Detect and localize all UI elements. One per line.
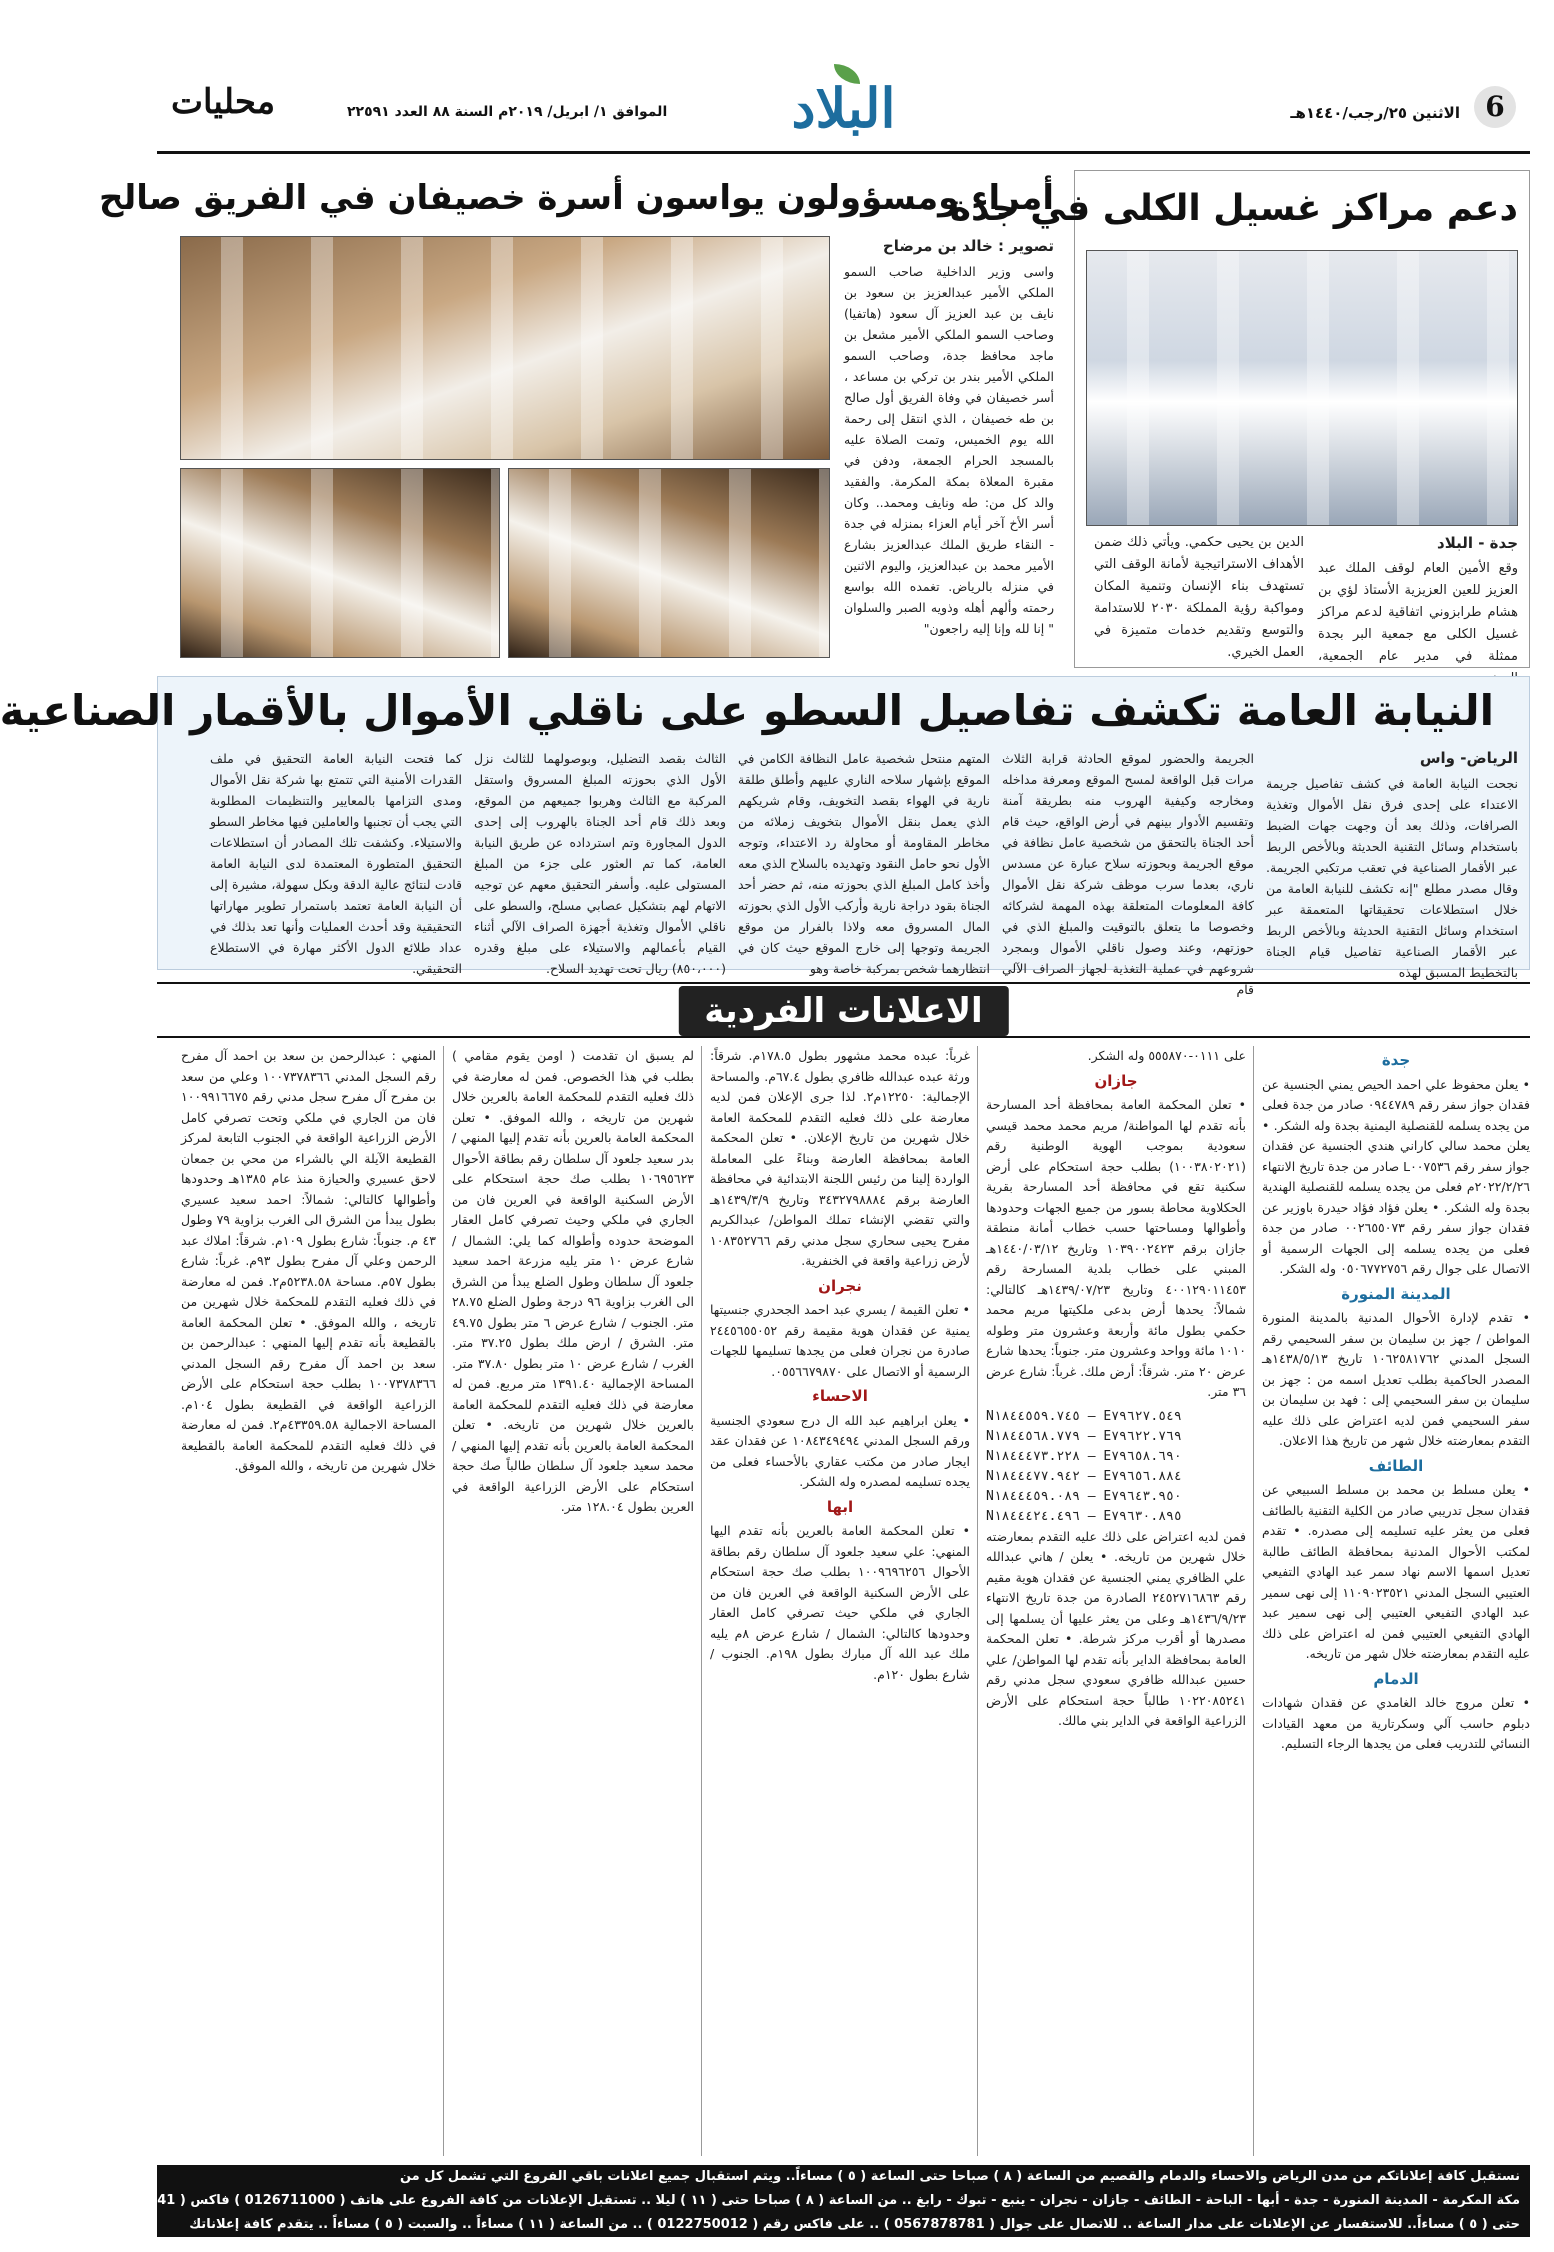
footer-line: حتى ( ٥ ) مساءاً.. للاستفسار عن الإعلانات على مدار الساعة .. للاتصال على جوال ( 0567878781 ) .. على فاكس رقم ( 0122750012 ) .. من الساعة ( ١١ ) مساءاً .. والسبت ( ٥ ) مساءاً .. يتقدم كافة إعلاناتك [189,2217,1520,2232]
story1-dateline: جدة - البلاد [1437,534,1518,552]
classifieds-col5 [181,1046,436,2156]
classifieds-col4 [452,1046,694,2156]
story3-headline: النيابة العامة تكشف تفاصيل السطو على ناقلي الأموال بالأقمار الصناعية [0,686,1494,735]
footer-line: نستقبل كافة إعلاناتكم من مدن الرياض والاحساء والدمام والقصيم من الساعة ( ٨ ) صباحا حتى الساعة ( ٥ ) مساءاً.. ويتم استقبال جميع اعلانات باقي الفروع التي تشمل كل من [399,2169,1520,2184]
column-divider [977,1046,978,2156]
story3-col5: كما فتحت النيابة العامة التحقيق في ملف القدرات الأمنية التي تتمتع بها شركة نقل الأموال ومدى التزامها بالمعايير والتنظيمات المطلوبة التي يجب أن تجنبها والعاملين فيها مخاطر السطو والاستيلاء. وكشفت تلك المصادر أن استطلاعات التحقيق المتطورة المعتمدة لدى النيابة العامة قادت لنتائج عالية الدقة وبكل سهولة، مشيرة إلى أن النيابة العامة تعتمد باستمرار تطوير مهاراتها التحقيقية وقد أحدث العمليات وأنها تعد بذلك في عداد طلائع الدول الأكثر مهارة في الاستطلاع التحقيقي. [210,751,462,976]
column-divider [1253,1046,1254,2156]
ad-text: • يعلن مسلط بن محمد بن مسلط السبيعي عن فقدان سجل تدريبي صادر من الكلية التقنية بالطائف فعلى من يعثر عليه تسليمه إلى مصدره. • تقدم لمكتب الأحوال المدنية بمحافظة الطائف طالبة تعديل اسمها الاسم نهاد سمر عبد الهادي التفيعي العتيبي السجل المدني ١١٠٩٠٢٣٥٢١ إلى نهى سمير عبد الهادي التفيعي العتيبي إلى نهى سمير عبد الهادي التفيعي العتيبي فمن له اعتراض على ذلك عليه التقدم بمعارضته خلال شهر من تاريخه. [1262,1482,1531,1661]
classifieds-col2 [986,1046,1246,2156]
ad-text: المنهي : عبدالرحمن بن سعد بن احمد آل مفرح رقم السجل المدني ١٠٠٧٣٧٨٣٦٦ وعلي من سعد بن مفرح آل مفرح سجل مدني رقم ١٠٠٩٩١٦٦٧٥ فان من الجاري في ملكي وتحت تصرفي كامل الأرض الزراعية الواقعة في الجنوب التابعة لمركز القطيعة الآيلة الي بالشراء من محي بن جمعان لاحق عسيري والحيازة منذ عام ١٣٨٥هـ وحدودها وأطوالها كالتالي: شمالاً: احمد سعيد عسيري بطول يبدأ من الشرق الى الغرب بزاوية ٧٩ وطول ٤٣ م. جنوباً: شارع بطول ١٠٩م. شرقاً: املاك عبد الرحمن وعلي آل مفرح بطول ٩٣م. غرباً: شارع بطول ٥٧م. مساحة ٥٢٣٨.٥٨م٢. فمن له معارضة في ذلك فعليه التقدم للمحكمة خلال شهرين من تاريخه ، والله الموفق. • تعلن المحكمة العامة بالقطيعة بأنه تقدم إليها المنهي : عبدالرحمن بن سعد بن احمد آل مفرح رقم السجل المدني ١٠٠٧٣٧٨٣٦٦ بطلب حجة استحكام على الأرض الزراعية الواقعة في القطيعة بطول ١٠٤م. المساحة الاجمالية ٤٣٣٥٩.٥٨م٢. فمن له معارضة في ذلك فعليه التقدم للمحكمة العامة بالقطيعة خلال شهرين من تاريخه ، والله الموفق. [181,1048,437,1473]
masthead [157,62,1530,154]
ad-text: • تعلن المحكمة العامة بالعرين بأنه تقدم اليها المنهي: علي سعيد جلعود آل سلطان رقم بطاقة الأحوال ١٠٠٩٦٩٦٢٥٦ بطلب صك حجة استحكام على الأرض السكنية الواقعة في العرين فان من الجاري في ملكي حيث تصرفي كامل العقار وحدودها كالتالي: الشمال / شارع عرض ٨م يليه ملك عبد الله آل مبارك بطول ١٩٨م. الجنوب / شارع بطول ١٢٠م. [710,1523,970,1682]
region-heading: الاحساء [812,1387,868,1405]
coordinate-row: N١٨٤٤٤٢٤.٤٩٦ – E٧٩٦٣٠.٨٩٥ [986,1508,1182,1524]
coordinate-row: N١٨٤٤٤٧٣.٢٢٨ – E٧٩٦٥٨.٦٩٠ [986,1448,1182,1464]
classifieds-col1 [1262,1046,1530,2156]
ad-text: • يعلن محفوظ علي احمد الحيص يمني الجنسية عن فقدان جواز سفر رقم ٠٩٤٤٧٨٩ صادر من جدة فعلى من يجده يسلمه للقنصلية اليمنية بجدة وله الشكر. • يعلن محمد سالي كاراني هندي الجنسية عن فقدان جواز سفر رقم L٠٠٧٥٣٦ صادر من جدة تاريخ الانتهاء ٢٠٢٢/٢/٢٦م فعلى من يجده يسلمه للقنصلية الهندية بجدة وله الشكر. • يعلن فؤاد فؤاد حيدرة باوزير عن فقدان جواز سفر رقم ٠٠٢٦٥٥٠٧٣ صادر من جدة فعلى من يجده يسلمه إلى الجهات الرسمية أو الاتصال على جوال رقم ٠٥٠٦٧٧٢٧٥٦ وله الشكر. [1261,1076,1530,1276]
story3-col3: المتهم منتحل شخصية عامل النظافة الكامن في الموقع بإشهار سلاحه الناري عليهم وأطلق طلقة نارية في الهواء بقصد التخويف، وقام شريكهم الذي يعمل بنقل الأموال بتخويف زملائه من مخاطر المقاومة أو محاولة رد الاعتداء، وتوجه الأول نحو حامل النقود وتهديده بالسلاح الذي معه وأخذ كامل المبلغ الذي بحوزته منه، ثم حضر أحد الجناة بقود دراجة نارية وأركب الأول الذي بحوزته المال المسروق معه ولاذا بالفرار من موقع الجريمة وتوجها إلى خارج الموقع حيث كان في انتظارهما شخص بمركبة خاصة وهو [738,751,990,976]
story1-col-right [1318,532,1518,694]
story1-photo [1086,250,1518,526]
story2-headline: أمراء ومسؤولون يواسون أسرة خصيفان في الفريق صالح [98,178,1054,218]
coordinate-row: N١٨٤٤٤٥٩.٠٨٩ – E٧٩٦٤٣.٩٥٠ [986,1488,1182,1504]
story2-text: واسى وزير الداخلية صاحب السمو الملكي الأمير عبدالعزيز بن سعود بن نايف بن عبد العزيز آل سعود (هاتفيا) وصاحب السمو الملكي الأمير مشعل بن ماجد محافظ جدة، وصاحب السمو الملكي الأمير بندر بن تركي بن مساعد ، أسر خصيفان في وفاة الفريق أول صالح بن طه خصيفان ، الذي انتقل إلى رحمة الله يوم الخميس، وتمت الصلاة عليه بالمسجد الحرام الجمعة، ودفن في مقبرة المعلاة بمكة المكرمة. والفقيد والد كل من: طه ونايف ومحمد.. وكان أسر الأخ آخر أيام العزاء بمنزله في جدة - النقاء طريق الملك عبدالعزيز بشارع الأمير محمد بن عبدالعزيز، واليوم الاثنين في منزله بالرياض. تغمده الله بواسع رحمته وألهم أهله وذويه الصبر والسلوان " إنا لله وإنا إليه راجعون" [844,264,1054,636]
classifieds-banner [157,982,1530,1038]
ad-text: لم يسبق ان تقدمت ( اومن يقوم مقامي ) بطلب في هذا الخصوص. فمن له معارضة في ذلك فعليه التقدم للمحكمة العامة بالعرين خلال شهرين من تاريخه ، والله الموفق. • تعلن المحكمة العامة بالعرين بأنه تقدم إليها المنهي / بدر سعيد جلعود آل سلطان رقم بطاقة الأحوال ١٠٦٩٥٦٢٣ بطلب صك حجة استحكام على الأرض السكنية الواقعة في العرين فان من الجاري في ملكي وحيث تصرفي كامل العقار الموضحة حدوده وأطواله كما يلي: الشمال / شارع عرض ١٠ متر يليه مزرعة احمد سعيد جلعود آل سلطان وطول الضلع يبدأ من الشرق الى الغرب بزاوية ٩٦ درجة وطول الضلع ٢٨.٧٥ متر. الجنوب / شارع عرض ٦ متر بطول ٤٩.٧٥ متر. الشرق / ارض ملك بطول ٣٧.٢٥ متر. الغرب / شارع عرض ١٠ متر بطول ٣٧.٨٠ متر. المساحة الإجمالية ١٣٩١.٤٠ متر مربع. فمن له معارضة في ذلك فعليه التقدم للمحكمة العامة بالعرين خلال شهرين من تاريخه. • تعلن المحكمة العامة بالعرين بأنه تقدم إليها المنهي / محمد سعيد جلعود آل سلطان طالباً صك حجة استحكام على الأرض الزراعية الواقعة في العرين بطول ١٢٨.٠٤ متر. [452,1048,695,1514]
story2-text-col [844,236,1054,643]
ad-text: على ٠١١١-٥٥٥٨٧٠ وله الشكر. [1087,1048,1246,1063]
ad-text: • تعلن المحكمة العامة بمحافظة أحد المسارحة بأنه تقدم لها المواطنة/ مريم محمد محمد قيسي سعودية بموجب الهوية الوطنية رقم (١٠٠٣٨٠٢٠٢١) بطلب حجة استحكام على أرض سكنية تقع في محافظة أحد المسارحة بقرية الحكلاوية محاطة بسور من جميع الجهات وحدودها وأطوالها ومساحتها حسب خطاب أمانة منطقة جازان برقم ١٠٣٩٠٠٢٤٢٣ وتاريخ ١٤٤٠/٠٣/١٢هـ المبني على خطاب بلدية المسارحة رقم ٤٠٠١٢٩٠١١٤٥٣ وتاريخ ١٤٣٩/٠٧/٢٣هـ كالتالي: شمالاً: يحدها أرض بدعى ملكيتها مريم محمد حكمي بطول مائة وأربعة وعشرون متر وطوله ١٠١٠ مائة وواحد وعشرون متر. جنوباً: يحدها شارع عرض ٢٠ متر. شرقاً: أرض ملك. غرباً: شارع عرض ٣٦ متر. [986,1097,1246,1399]
story1-text-right: وقع الأمين العام لوقف الملك عبد العزيز للعين العزيزية الأستاذ لؤي بن هشام طرابزوني اتفاقية لدعم مراكز غسيل الكلى مع جمعية البر بجدة ممثلة في مدير عام الجمعية، [1318,561,1518,664]
coordinate-row: N١٨٤٤٥٥٩.٧٤٥ – E٧٩٦٢٧.٥٤٩ [986,1408,1182,1424]
coordinates-list [986,1407,1246,1527]
footer-ad-info [74,2165,1530,2237]
story3-col4: الثالث بقصد التضليل، وبوصولهما للثالث نزل الأول الذي بحوزته المبلغ المسروق واستقل المركبة مع الثالث وهربوا جميعهم من الموقع، وبعد ذلك قام أحد الجناة بالهروب إلى إحدى الدول المجاورة وتم استرداده عن طريق النيابة العامة، كما تم العثور على جزء من المبلغ المستولى عليه. وأسفر التحقيق معهم عن توجيه الاتهام لهم بتشكيل عصابي مسلح، والسطو على ناقلي الأموال وتغذية أجهزة الصراف الآلي أثناء القيام بأعمالهم والاستيلاء على مبلغ وقدره (٨٥٠،٠٠٠) ريال تحت تهديد السلاح. [474,751,726,976]
story1-text-left: الدين بن يحيى حكمي. ويأتي ذلك ضمن الأهداف الاستراتيجية لأمانة الوقف التي تستهدف بناء الإنسان وتنمية المكان ومواكبة رؤية المملكة ٢٠٣٠ للاستدامة والتوسع وتقديم خدمات متميزة في العمل الخيري. [1094,535,1304,660]
coordinate-row: N١٨٤٤٤٧٧.٩٤٢ – E٧٩٦٥٦.٨٨٤ [986,1468,1182,1484]
ad-text: • يعلن ابراهيم عبد الله ال درج سعودي الجنسية ورقم السجل المدني ١٠٨٤٣٤٩٤٩٤ عن فقدان عقد ايجار صادر من مكتب عقاري بالأحساء فعلى من يجده تسليمه لمصدره وله الشكر. [710,1412,970,1489]
story2-photo-3 [180,468,500,658]
story1-headline: دعم مراكز غسيل الكلى في جدة [949,188,1518,229]
newspaper-logo: البلاد [791,76,896,140]
column-divider [701,1046,702,2156]
footer-line: مكة المكرمة - المدينة المنورة - جدة - أبها - الباحة - الطائف - جازان - نجران - ينبع - تبوك - رابغ .. من الساعة ( ٨ ) صباحا حتى ( ١١ ) ليلا .. تستقبل الإعلانات من كافة الفروع على هاتف ( 0126711000 ) فاكس ( 0126716241 ) [74,2193,1520,2208]
coordinate-row: N١٨٤٤٥٦٨.٧٧٩ – E٧٩٦٢٢.٧٦٩ [986,1428,1182,1444]
story2-photo-2 [508,468,830,658]
section-title: محليات [171,82,276,122]
region-heading: نجران [818,1276,862,1295]
story3-col1-text: نجحت النيابة العامة في كشف تفاصيل جريمة الاعتداء على إحدى فرق نقل الأموال وتغذية الصرافات، وذلك بعد أن وجهت جهات الضبط باستخدام وسائل التقنية الحديثة وبالأخص الربط عبر الأقمار الصناعية في تعقب مرتكبي الجريمة. وقال مصدر مطلع "إنه تكشف للنيابة العامة من خلال استطلاعات تحقيقاتها المتعمقة عبر استخدام وسائل التقنية الحديثة وبالأخص الربط عبر الأقمار الصناعية تفاصيل قيام الجناة بالتخطيط المسبق لهذه [1266,776,1518,980]
classifieds-title: الاعلانات الفردية [678,986,1008,1036]
region-heading: جازان [1094,1071,1138,1090]
story3-col1 [1266,748,1518,987]
story3-dateline: الرياض- واس [1419,749,1518,767]
story3-col2: الجريمة والحضور لموقع الحادثة قرابة الثلاث مرات قبل الواقعة لمسح الموقع ومعرفة مداخله ومخارجه وكيفية الهروب منه بطريقة آمنة وتقسيم الأدوار بينهم في أرض الواقع، حيث قام أحد الجناة بالتحقق من شخصية عامل نظافة في موقع الجريمة وبحوزته سلاح عبارة عن مسدس ناري، بعدما سرب موظف شركة نقل الأموال كافة المعلومات المتعلقة بهذه المهمة لشركائه وخصوصا ما يتعلق بالتوقيت والمبلغ الذي في حوزتهم، وعند وصول ناقلي الأموال وبمجرد شروعهم في عملية التغذية لجهاز الصراف الآلي قام [1002,751,1254,997]
page-number: 6 [1474,86,1516,128]
column-divider [443,1046,444,2156]
story1-col-left [1094,532,1304,668]
ad-text: • تعلن مروج خالد الغامدي عن فقدان شهادات دبلوم حاسب آلي وسكرتارية من معهد القيادات النسائي للتدريب فعلى من يجدها الرجاء التسليم. [1262,1695,1530,1751]
story2-byline: تصوير : خالد بن مرضاح [882,237,1054,255]
region-heading: ابها [826,1497,854,1516]
region-heading: جدة [1381,1051,1411,1069]
classifieds-col3 [710,1046,970,2156]
ad-text: • تعلن القيمة / يسري عبد احمد الجحدري جنسيتها يمنية عن فقدان هوية مقيمة رقم ٢٤٤٥٦٥٥٠٥٢ صادرة من نجران فعلى من يجدها تسليمها للجهات الرسمية أو الاتصال على ٠٥٥٦٦٧٩٨٧٠. [710,1302,970,1379]
region-heading: الطائف [1368,1456,1424,1475]
ad-text: فمن لديه اعتراض على ذلك عليه التقدم بمعارضته خلال شهرين من تاريخه. • يعلن / هاني عبدالله علي الظافري يمني الجنسية عن فقدان هوية مقيم رقم ٢٤٥٢٧١٦٨٦٣ الصادرة من جدة تاريخ الانتهاء ١٤٣٦/٩/٢٣هـ وعلى من يعثر عليها أن يسلمها إلى مصدرها أو أقرب مركز شرطة. • تعلن المحكمة العامة بمحافظة الداير بأنه تقدم لها المواطن/ علي حسين عبدالله ظافري سعودي سجل مدني رقم ١٠٢٢٠٨٥٢٤١ طالباً حجة استحكام على الأرض الزراعية الواقعة في الداير بني مالك. [986,1528,1247,1728]
ad-text: • تقدم لإدارة الأحوال المدنية بالمدينة المنورة المواطن / جهز بن سليمان بن سفر السحيمي رقم السجل المدني ١٠٦٢٥٨١٧٦٢ تاريخ ١٤٣٨/٥/١٣هـ المصدر الحاكمية بطلب تعديل اسمه من : جهز بن سليمان بن سفر السحيمي إلى : فهد بن سليمان بن سفر السحيمي فمن لديه اعتراض على ذلك عليه التقدم بمعارضته خلال شهر من تاريخ هذا الاعلان. [1262,1310,1530,1448]
region-heading: المدينة المنورة [1341,1284,1451,1303]
issue-info: الموافق ١/ ابريل/ ٢٠١٩م السنة ٨٨ العدد ٢٢٥٩١ [347,104,668,120]
ad-text: غرباً: عبده محمد مشهور بطول ١٧٨.٥م. شرقاً: ورثة عبده عبدالله ظافري بطول ٦٧.٤م. والمساحة الإجمالية: ١٢٢٥٠م٢. لذا جرى الإعلان فمن لديه معارضة على ذلك فعليه التقدم للمحكمة العامة خلال شهرين من تاريخ الإعلان. • تعلن المحكمة العامة بمحافظة العارضة وبناءً على المعاملة الواردة إلينا من رئيس اللجنة الابتدائية في محافظة العارضة برقم ٣٤٣٢٧٩٨٨٨٤ وتاريخ ١٤٣٩/٣/٩هـ والتي تقضي الإنشاء تملك المواطن/ عبدالكريم مفرح يحيى سحاري سجل مدني رقم ١٠٨٣٥٢٧٦٦ لأرض زراعية واقعة في الخنفرية. [710,1048,971,1268]
hijri-date: الاثنين ٢٥/رجب/١٤٤٠هـ [1290,104,1460,122]
region-heading: الدمام [1373,1669,1419,1688]
story2-photo-main [180,236,830,460]
